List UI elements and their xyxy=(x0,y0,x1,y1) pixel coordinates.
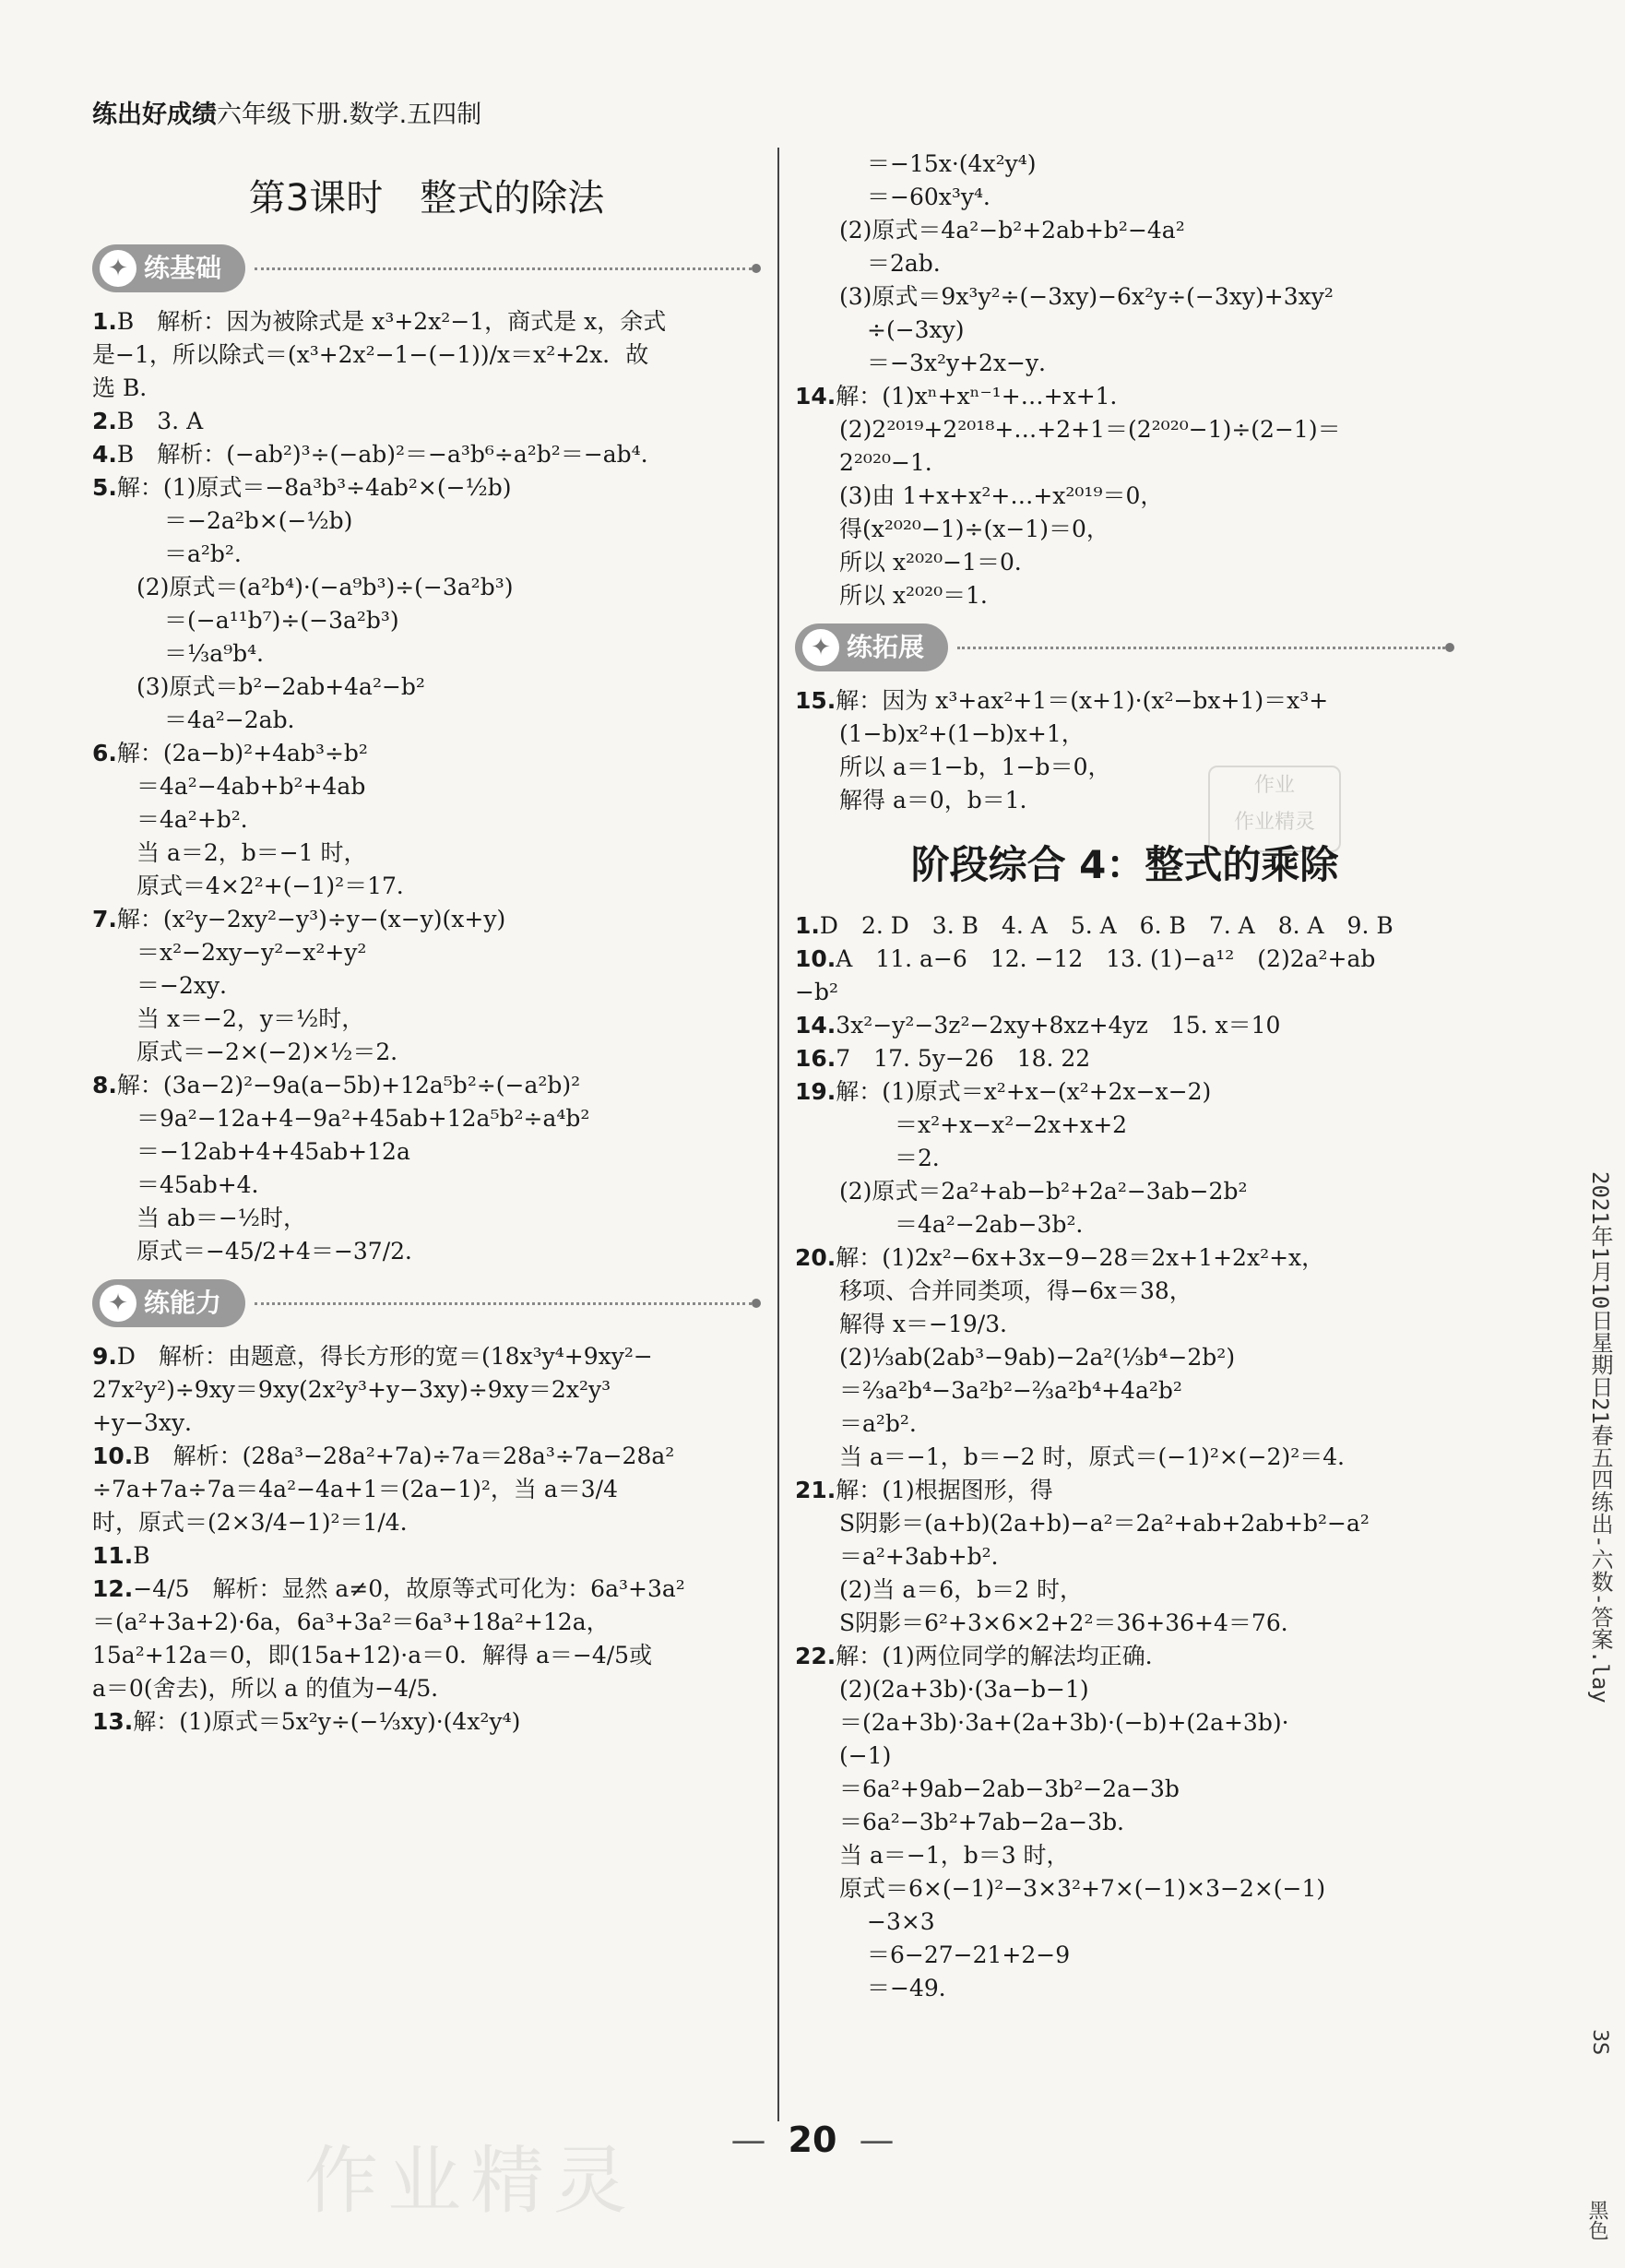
answer-text: ＝−49． xyxy=(867,1975,962,2001)
answer-text: 解得 x＝−19/3． xyxy=(839,1311,1024,1337)
answer-line xyxy=(92,803,761,837)
answer-text: A 11. a−6 12. −12 13. (1)−a¹² (2)2a²+ab xyxy=(836,945,1376,972)
answer-line xyxy=(795,1872,1454,1906)
answer-text: 原式＝4×2²+(−1)²＝17． xyxy=(136,873,420,899)
answer-text: 选 B． xyxy=(92,374,163,401)
column-divider xyxy=(777,148,779,2121)
answer-line xyxy=(795,684,1454,718)
answer-text: 当 a＝−1，b＝3 时， xyxy=(839,1842,1070,1869)
answer-text: 解：因为 x³+ax²+1＝(x+1)·(x²−bx+1)＝x³+ xyxy=(836,687,1329,714)
answer-text: 当 a＝−1，b＝−2 时，原式＝(−1)²×(−2)²＝4． xyxy=(839,1443,1361,1470)
answer-line xyxy=(795,1275,1454,1308)
answer-text: 解得 a＝0，b＝1． xyxy=(839,787,1043,813)
answer-line xyxy=(795,909,1454,943)
answer-text: B 解析：因为被除式是 x³+2x²−1，商式是 x，余式 xyxy=(116,308,667,335)
answer-line xyxy=(795,1740,1454,1773)
answer-line xyxy=(795,314,1454,347)
answer-text: B 解析：(28a³−28a²+7a)÷7a＝28a³÷7a−28a² xyxy=(133,1443,675,1469)
answer-line xyxy=(92,1639,761,1672)
answer-line xyxy=(92,1672,761,1705)
answer-line xyxy=(795,943,1454,976)
answers-ability xyxy=(92,1340,761,1739)
answer-line xyxy=(92,1202,761,1235)
answer-text: 解：(x²y−2xy²−y³)÷y−(x−y)(x+y) xyxy=(116,906,506,932)
side-color: 黑色 xyxy=(1585,2200,1608,2240)
question-number: 16. xyxy=(795,1045,836,1072)
answer-line xyxy=(92,704,761,737)
answer-text: (3)原式＝b²−2ab+4a²−b² xyxy=(136,673,425,700)
answer-line xyxy=(795,1009,1454,1042)
question-number: 2. xyxy=(92,408,117,434)
header-brand: 练出好成绩 xyxy=(92,101,217,129)
answer-line xyxy=(795,784,1454,817)
answer-line xyxy=(92,505,761,538)
answer-line xyxy=(795,1972,1454,2005)
answer-text: ＝−12ab+4+45ab+12a xyxy=(136,1138,410,1165)
answer-line xyxy=(795,1241,1454,1275)
answer-line xyxy=(92,405,761,438)
page-header xyxy=(92,94,481,130)
answer-text: (−1) xyxy=(839,1742,892,1769)
answer-line xyxy=(795,1341,1454,1374)
answers-continued xyxy=(795,148,1454,612)
answer-line xyxy=(795,1607,1454,1640)
answer-text: (2)⅓ab(2ab³−9ab)−2a²(⅓b⁴−2b²) xyxy=(839,1344,1236,1371)
answer-text: 当 x＝−2，y＝½时， xyxy=(136,1005,365,1032)
answer-text: 2²⁰²⁰−1． xyxy=(839,449,948,476)
answer-line xyxy=(795,181,1454,214)
answer-line xyxy=(795,1075,1454,1109)
answer-text: 解：(1)两位同学的解法均正确． xyxy=(836,1643,1168,1669)
answer-line xyxy=(795,513,1454,546)
answer-line xyxy=(92,604,761,637)
stage-title: 阶段综合 4：整式的乘除 xyxy=(910,842,1339,887)
answer-line xyxy=(795,1175,1454,1208)
stamp-watermark: 作业 作业精灵 xyxy=(1208,766,1341,852)
question-number: 20. xyxy=(795,1244,836,1271)
answer-line xyxy=(92,1135,761,1169)
answer-line xyxy=(92,936,761,969)
answer-text: 原式＝−45/2+4＝−37/2． xyxy=(136,1238,429,1265)
answer-text: 7 17. 5y−26 18. 22 xyxy=(836,1045,1091,1072)
answer-line xyxy=(795,1441,1454,1474)
answer-line xyxy=(795,247,1454,280)
question-number: 22. xyxy=(795,1643,836,1669)
answer-text: 解：(1)原式＝x²+x−(x²+2x−x−2) xyxy=(836,1078,1212,1105)
answer-line xyxy=(92,1573,761,1606)
answer-line xyxy=(795,1142,1454,1175)
question-number: 1. xyxy=(795,912,820,939)
answer-line xyxy=(795,751,1454,784)
answer-line xyxy=(795,1540,1454,1573)
runner-icon: ✦ xyxy=(100,250,136,287)
answer-text: 所以 a＝1−b，1−b＝0， xyxy=(839,754,1111,780)
answer-text: 解：(1)原式＝−8a³b³÷4ab²×(−½b) xyxy=(116,474,512,501)
answer-line xyxy=(795,1773,1454,1806)
answer-line xyxy=(795,1474,1454,1507)
answers-basic xyxy=(92,305,761,1268)
answer-line xyxy=(92,571,761,604)
question-number: 1. xyxy=(92,308,117,335)
question-number: 7. xyxy=(92,906,117,932)
answer-line xyxy=(92,1539,761,1573)
answer-line xyxy=(92,438,761,471)
question-number: 12. xyxy=(92,1575,134,1602)
answer-text: ＝−60x³y⁴． xyxy=(867,184,1007,210)
lesson-title: 第3课时 整式的除法 xyxy=(248,177,605,220)
answer-text: 是−1，所以除式＝(x³+2x²−1−(−1))/x＝x²+2x．故 xyxy=(92,341,649,368)
question-number: 10. xyxy=(92,1443,134,1469)
question-number: 11. xyxy=(92,1542,134,1569)
answer-line xyxy=(795,1640,1454,1673)
answer-text: ＝a²b²． xyxy=(164,540,257,567)
answer-line xyxy=(795,280,1454,314)
answer-text: −b² xyxy=(795,979,838,1005)
question-number: 14. xyxy=(795,383,836,410)
answer-line xyxy=(92,538,761,571)
section-extend-label: 练拓展 xyxy=(847,632,925,662)
answer-text: ＝2． xyxy=(895,1145,955,1171)
answer-text: S阴影＝6²+3×6×2+2²＝36+36+4＝76． xyxy=(839,1609,1304,1636)
answer-line xyxy=(92,1373,761,1407)
section-extend xyxy=(795,622,1454,673)
answer-line xyxy=(795,1208,1454,1241)
answer-text: B 3. A xyxy=(116,408,204,434)
answer-text: 27x²y²)÷9xy＝9xy(2x²y³+y−3xy)÷9xy＝2x²y³ xyxy=(92,1376,611,1403)
answer-line xyxy=(795,214,1454,247)
answer-text: ＝−15x·(4x²y⁴) xyxy=(867,150,1037,177)
question-number: 19. xyxy=(795,1078,836,1105)
answers-stage xyxy=(795,909,1454,2005)
answer-line xyxy=(795,480,1454,513)
watermark: 作业精灵 xyxy=(304,2138,636,2224)
answer-text: ＝2ab． xyxy=(867,250,956,277)
answer-text: ＝a²+3ab+b²． xyxy=(839,1543,1014,1570)
runner-icon: ✦ xyxy=(100,1285,136,1322)
answer-line xyxy=(795,446,1454,480)
answer-text: −4/5 解析：显然 a≠0，故原等式可化为：6a³+3a² xyxy=(133,1575,685,1602)
answer-line xyxy=(92,837,761,870)
answer-text: 移项、合并同类项，得−6x＝38， xyxy=(839,1277,1192,1304)
answer-text: 解：(1)xⁿ+xⁿ⁻¹+…+x+1． xyxy=(836,383,1133,410)
answer-line xyxy=(92,1606,761,1639)
answer-text: ＝6−27−21+2−9 xyxy=(867,1941,1071,1968)
answer-line xyxy=(92,1169,761,1202)
answer-line xyxy=(795,1374,1454,1407)
answer-text: ＝45ab+4． xyxy=(136,1171,275,1198)
answer-text: (2)原式＝(a²b⁴)·(−a⁹b³)÷(−3a²b³) xyxy=(136,574,514,600)
answer-line xyxy=(795,1839,1454,1872)
answer-line xyxy=(92,1036,761,1069)
answer-line xyxy=(92,338,761,372)
answer-text: (2)(2a+3b)·(3a−b−1) xyxy=(839,1676,1089,1703)
answer-line xyxy=(795,1806,1454,1839)
answer-text: ＝⅓a⁹b⁴． xyxy=(164,640,280,667)
answer-text: 所以 x²⁰²⁰−1＝0． xyxy=(839,549,1038,576)
answer-line xyxy=(92,1473,761,1506)
answer-text: (2)原式＝4a²−b²+2ab+b²−4a² xyxy=(839,217,1185,243)
question-number: 8. xyxy=(92,1072,117,1098)
left-column xyxy=(92,161,761,1739)
question-number: 21. xyxy=(795,1477,836,1503)
answer-line xyxy=(795,1407,1454,1441)
answer-line xyxy=(92,1440,761,1473)
page-number-value: 20 xyxy=(788,2120,837,2160)
answer-text: 解：(1)原式＝5x²y÷(−⅓xy)·(4x²y⁴) xyxy=(133,1708,521,1735)
answer-line xyxy=(795,976,1454,1009)
answer-text: a＝0(舍去)，所以 a 的值为−4/5． xyxy=(92,1675,455,1702)
runner-icon: ✦ xyxy=(802,629,839,666)
answer-line xyxy=(795,1939,1454,1972)
answer-line xyxy=(92,1340,761,1373)
answer-text: (1−b)x²+(1−b)x+1， xyxy=(839,720,1085,747)
answer-text: ＝x²+x−x²−2x+x+2 xyxy=(895,1111,1128,1138)
answer-text: ＝(2a+3b)·3a+(2a+3b)·(−b)+(2a+3b)· xyxy=(839,1709,1289,1736)
answer-line xyxy=(795,1573,1454,1607)
answer-line xyxy=(795,380,1454,413)
answer-line xyxy=(92,770,761,803)
answers-extend xyxy=(795,684,1454,817)
answer-text: (3)原式＝9x³y²÷(−3xy)−6x²y÷(−3xy)+3xy² xyxy=(839,283,1334,310)
answer-line xyxy=(92,870,761,903)
answer-text: 当 a＝2，b＝−1 时， xyxy=(136,839,367,866)
answer-line xyxy=(795,546,1454,579)
answer-text: ＝9a²−12a+4−9a²+45ab+12a⁵b²÷a⁴b² xyxy=(136,1105,590,1132)
answer-line xyxy=(92,305,761,338)
question-number: 5. xyxy=(92,474,117,501)
answer-text: +y−3xy． xyxy=(92,1409,208,1436)
answer-text: ＝6a²−3b²+7ab−2a−3b． xyxy=(839,1809,1141,1835)
question-number: 15. xyxy=(795,687,836,714)
answer-text: ＝4a²+b²． xyxy=(136,806,264,833)
answer-text: (3)由 1+x+x²+…+x²⁰¹⁹＝0， xyxy=(839,482,1164,509)
answer-text: ＝a²b²． xyxy=(839,1410,932,1437)
answer-text: 解：(2a−b)²+4ab³÷b² xyxy=(116,740,368,766)
side-print-info: 2021年1月10日星期日21春五四练出-六数-答案.lay xyxy=(1587,1171,1613,1704)
answer-text: ＝−3x²y+2x−y． xyxy=(867,350,1062,376)
answer-text: D 解析：由题意，得长方形的宽＝(18x³y⁴+9xy²− xyxy=(116,1343,653,1370)
answer-text: 当 ab＝−½时， xyxy=(136,1205,307,1231)
answer-text: ＝4a²−2ab−3b²． xyxy=(895,1211,1099,1238)
answer-line xyxy=(795,1042,1454,1075)
answer-line xyxy=(92,1003,761,1036)
question-number: 4. xyxy=(92,441,117,468)
answer-line xyxy=(92,737,761,770)
answer-line xyxy=(795,148,1454,181)
answer-text: B xyxy=(133,1542,150,1569)
answer-line xyxy=(795,1673,1454,1706)
question-number: 14. xyxy=(795,1012,836,1039)
answer-text: 解：(3a−2)²−9a(a−5b)+12a⁵b²÷(−a²b)² xyxy=(116,1072,581,1098)
answer-line xyxy=(92,1407,761,1440)
section-ability xyxy=(92,1277,761,1329)
answer-text: (2)原式＝2a²+ab−b²+2a²−3ab−2b² xyxy=(839,1178,1248,1205)
answer-text: B 解析：(−ab²)³÷(−ab)²＝−a³b⁶÷a²b²＝−ab⁴． xyxy=(116,441,664,468)
answer-line xyxy=(92,1069,761,1102)
answer-line xyxy=(92,671,761,704)
answer-text: (2)2²⁰¹⁹+2²⁰¹⁸+…+2+1＝(2²⁰²⁰−1)÷(2−1)＝ xyxy=(839,416,1341,443)
answer-text: (2)当 a＝6，b＝2 时， xyxy=(839,1576,1084,1603)
answer-line xyxy=(92,372,761,405)
answer-text: 15a²+12a＝0，即(15a+12)·a＝0．解得 a＝−4/5或 xyxy=(92,1642,653,1668)
answer-text: 解：(1)根据图形，得 xyxy=(836,1477,1053,1503)
answer-line xyxy=(795,1706,1454,1740)
answer-line xyxy=(795,1109,1454,1142)
answer-text: ＝(a²+3a+2)·6a，6a³+3a²＝6a³+18a²+12a， xyxy=(92,1609,610,1635)
answer-line xyxy=(92,1506,761,1539)
answer-line xyxy=(795,1906,1454,1939)
answer-text: ＝6a²+9ab−2ab−3b²−2a−3b xyxy=(839,1775,1180,1802)
section-basic-label: 练基础 xyxy=(144,253,222,283)
answer-line xyxy=(92,471,761,505)
page-number: — 20 — xyxy=(730,2120,895,2160)
answer-text: 所以 x²⁰²⁰＝1． xyxy=(839,582,1004,609)
section-basic xyxy=(92,243,761,294)
answer-line xyxy=(795,1308,1454,1341)
answer-text: D 2. D 3. B 4. A 5. A 6. B 7. A 8. A 9. B xyxy=(819,912,1394,939)
section-ability-label: 练能力 xyxy=(144,1288,222,1318)
answer-text: ÷(−3xy) xyxy=(867,316,965,343)
answer-text: 原式＝−2×(−2)×½＝2． xyxy=(136,1039,414,1065)
answer-line xyxy=(795,718,1454,751)
answer-line xyxy=(92,637,761,671)
question-number: 13. xyxy=(92,1708,134,1735)
answer-line xyxy=(92,1705,761,1739)
answer-text: 时，原式＝(2×3/4−1)²＝1/4． xyxy=(92,1509,423,1536)
side-3s: 3S xyxy=(1588,2029,1611,2055)
answer-text: ＝⅔a²b⁴−3a²b²−⅔a²b⁴+4a²b² xyxy=(839,1377,1182,1404)
answer-line xyxy=(92,969,761,1003)
answer-line xyxy=(795,347,1454,380)
answer-text: ＝4a²−4ab+b²+4ab xyxy=(136,773,366,800)
answer-text: ＝(−a¹¹b⁷)÷(−3a²b³) xyxy=(164,607,399,634)
answer-line xyxy=(795,413,1454,446)
question-number: 9. xyxy=(92,1343,117,1370)
answer-text: 解：(1)2x²−6x+3x−9−28＝2x+1+2x²+x， xyxy=(836,1244,1325,1271)
answer-text: −3×3 xyxy=(867,1908,935,1935)
question-number: 10. xyxy=(795,945,836,972)
question-number: 6. xyxy=(92,740,117,766)
answer-text: S阴影＝(a+b)(2a+b)−a²＝2a²+ab+2ab+b²−a² xyxy=(839,1510,1370,1537)
answer-line xyxy=(92,1235,761,1268)
answer-text: ＝−2xy． xyxy=(136,972,243,999)
answer-text: 原式＝6×(−1)²−3×3²+7×(−1)×3−2×(−1) xyxy=(839,1875,1326,1902)
answer-line xyxy=(92,1102,761,1135)
answer-line xyxy=(795,1507,1454,1540)
answer-text: 3x²−y²−3z²−2xy+8xz+4yz 15. x＝10 xyxy=(836,1012,1281,1039)
answer-text: ＝−2a²b×(−½b) xyxy=(164,507,353,534)
answer-text: ＝4a²−2ab． xyxy=(164,707,311,733)
answer-line xyxy=(795,579,1454,612)
answer-text: ＝x²−2xy−y²−x²+y² xyxy=(136,939,367,966)
answer-text: ÷7a+7a÷7a＝4a²−4a+1＝(2a−1)²，当 a＝3/4 xyxy=(92,1476,618,1502)
right-column xyxy=(795,148,1454,2005)
header-subtitle: 六年级下册.数学.五四制 xyxy=(217,101,482,129)
answer-text: 得(x²⁰²⁰−1)÷(x−1)＝0， xyxy=(839,516,1109,542)
answer-line xyxy=(92,903,761,936)
